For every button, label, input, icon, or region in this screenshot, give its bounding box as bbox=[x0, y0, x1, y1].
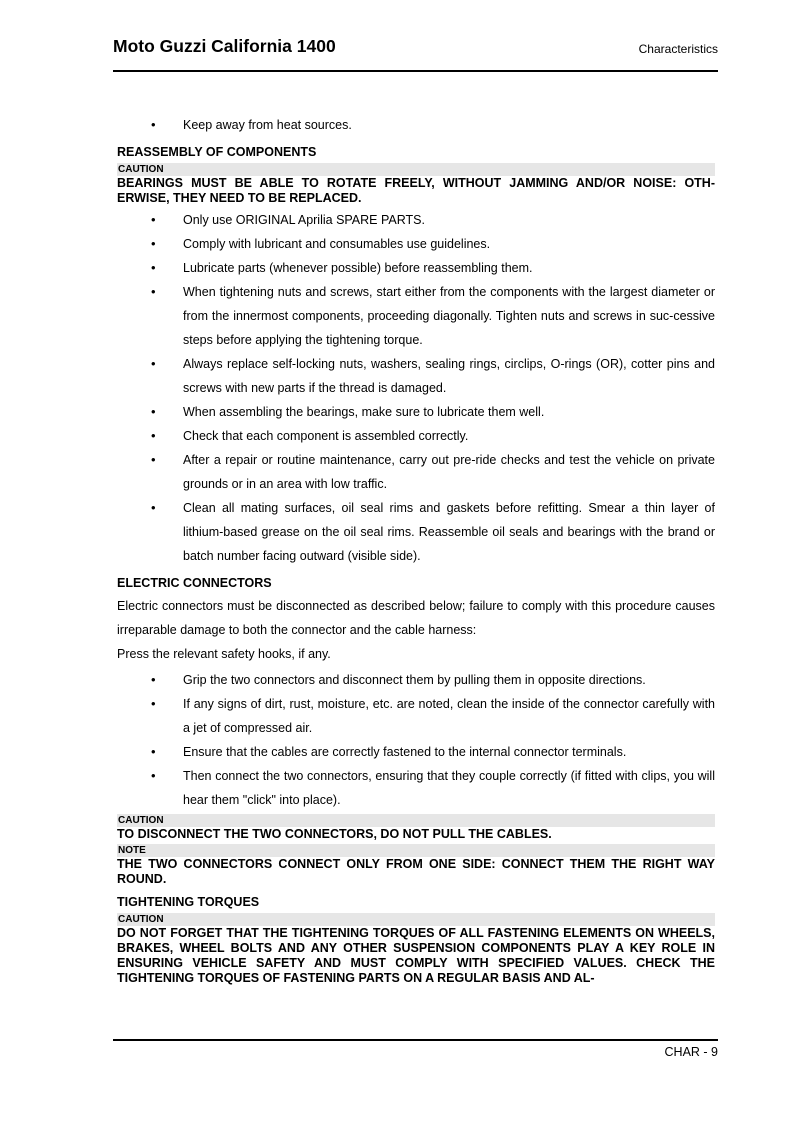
list-item: • Clean all mating surfaces, oil seal rims and gaskets before refitting. Smear a thin layer of lithium-based grease on the oil seal rims. Reassemble oil seals and bearings with the brand or batch number facing outward (visible side). bbox=[117, 496, 715, 568]
page-number: CHAR - 9 bbox=[664, 1045, 718, 1059]
footer-divider bbox=[113, 1039, 718, 1041]
list-item: • When assembling the bearings, make sure to lubricate them well. bbox=[117, 400, 715, 424]
list-item: • If any signs of dirt, rust, moisture, etc. are noted, clean the inside of the connector carefully with a jet of compressed air. bbox=[117, 692, 715, 740]
list-item: • Keep away from heat sources. bbox=[117, 113, 715, 137]
list-item: • After a repair or routine maintenance, carry out pre-ride checks and test the vehicle on private grounds or in an area with low traffic. bbox=[117, 448, 715, 496]
connectors-bullet-list bbox=[117, 668, 715, 812]
caution-label: CAUTION bbox=[117, 913, 715, 926]
intro-bullet-list bbox=[117, 113, 715, 137]
connectors-heading: ELECTRIC CONNECTORS bbox=[117, 576, 272, 590]
section-name: Characteristics bbox=[638, 42, 718, 56]
reassembly-bullet-list bbox=[117, 208, 715, 568]
list-item: • Ensure that the cables are correctly fastened to the internal connector terminals. bbox=[117, 740, 715, 764]
list-item: • Grip the two connectors and disconnect them by pulling them in opposite directions. bbox=[117, 668, 715, 692]
torques-heading: TIGHTENING TORQUES bbox=[117, 895, 260, 909]
caution-text: TO DISCONNECT THE TWO CONNECTORS, DO NOT PULL THE CABLES. bbox=[117, 827, 552, 841]
note-label: NOTE bbox=[117, 844, 715, 857]
caution-text: DO NOT FORGET THAT THE TIGHTENING TORQUES OF ALL FASTENING ELEMENTS ON WHEELS, BRAKES, WHEEL BOLTS AND ANY OTHER SUSPENSION COMPONENTS PLAY A KEY ROLE IN ENSURING VEHICLE SAFETY AND MUST COMPLY WITH SPECIFIED VALUES. CHECK THE TIGHTENING TORQUES OF FASTENING PARTS ON A REGULAR BASIS AND AL- bbox=[117, 926, 715, 985]
reassembly-heading: REASSEMBLY OF COMPONENTS bbox=[117, 145, 317, 159]
caution-text: BEARINGS MUST BE ABLE TO ROTATE FREELY, WITHOUT JAMMING AND/OR NOISE: OTH-ERWISE, THEY NEED TO BE REPLACED. bbox=[117, 176, 715, 205]
list-item: • Then connect the two connectors, ensuring that they couple correctly (if fitted with clips, you will hear them "click" into place). bbox=[117, 764, 715, 812]
page-header bbox=[113, 36, 718, 72]
manual-title: Moto Guzzi California 1400 bbox=[113, 36, 336, 56]
connectors-paragraph: Electric connectors must be disconnected as described below; failure to comply with this procedure causes irreparable damage to both the connector and the cable harness: bbox=[117, 599, 715, 637]
list-item: • Comply with lubricant and consumables use guidelines. bbox=[117, 232, 715, 256]
list-item: • Only use ORIGINAL Aprilia SPARE PARTS. bbox=[117, 208, 715, 232]
connectors-paragraph-2: Press the relevant safety hooks, if any. bbox=[117, 647, 331, 661]
page-content bbox=[117, 113, 715, 988]
list-item: • When tightening nuts and screws, start either from the components with the largest diameter or from the innermost components, proceeding diagonally. Tighten nuts and screws in suc-cessive steps before applying the tightening torque. bbox=[117, 280, 715, 352]
list-item: • Always replace self-locking nuts, washers, sealing rings, circlips, O-rings (OR), cotter pins and screws with new parts if the thread is damaged. bbox=[117, 352, 715, 400]
caution-label: CAUTION bbox=[117, 163, 715, 176]
list-item: • Lubricate parts (whenever possible) before reassembling them. bbox=[117, 256, 715, 280]
caution-label: CAUTION bbox=[117, 814, 715, 827]
list-item: • Check that each component is assembled correctly. bbox=[117, 424, 715, 448]
note-text: THE TWO CONNECTORS CONNECT ONLY FROM ONE SIDE: CONNECT THEM THE RIGHT WAY ROUND. bbox=[117, 857, 715, 886]
